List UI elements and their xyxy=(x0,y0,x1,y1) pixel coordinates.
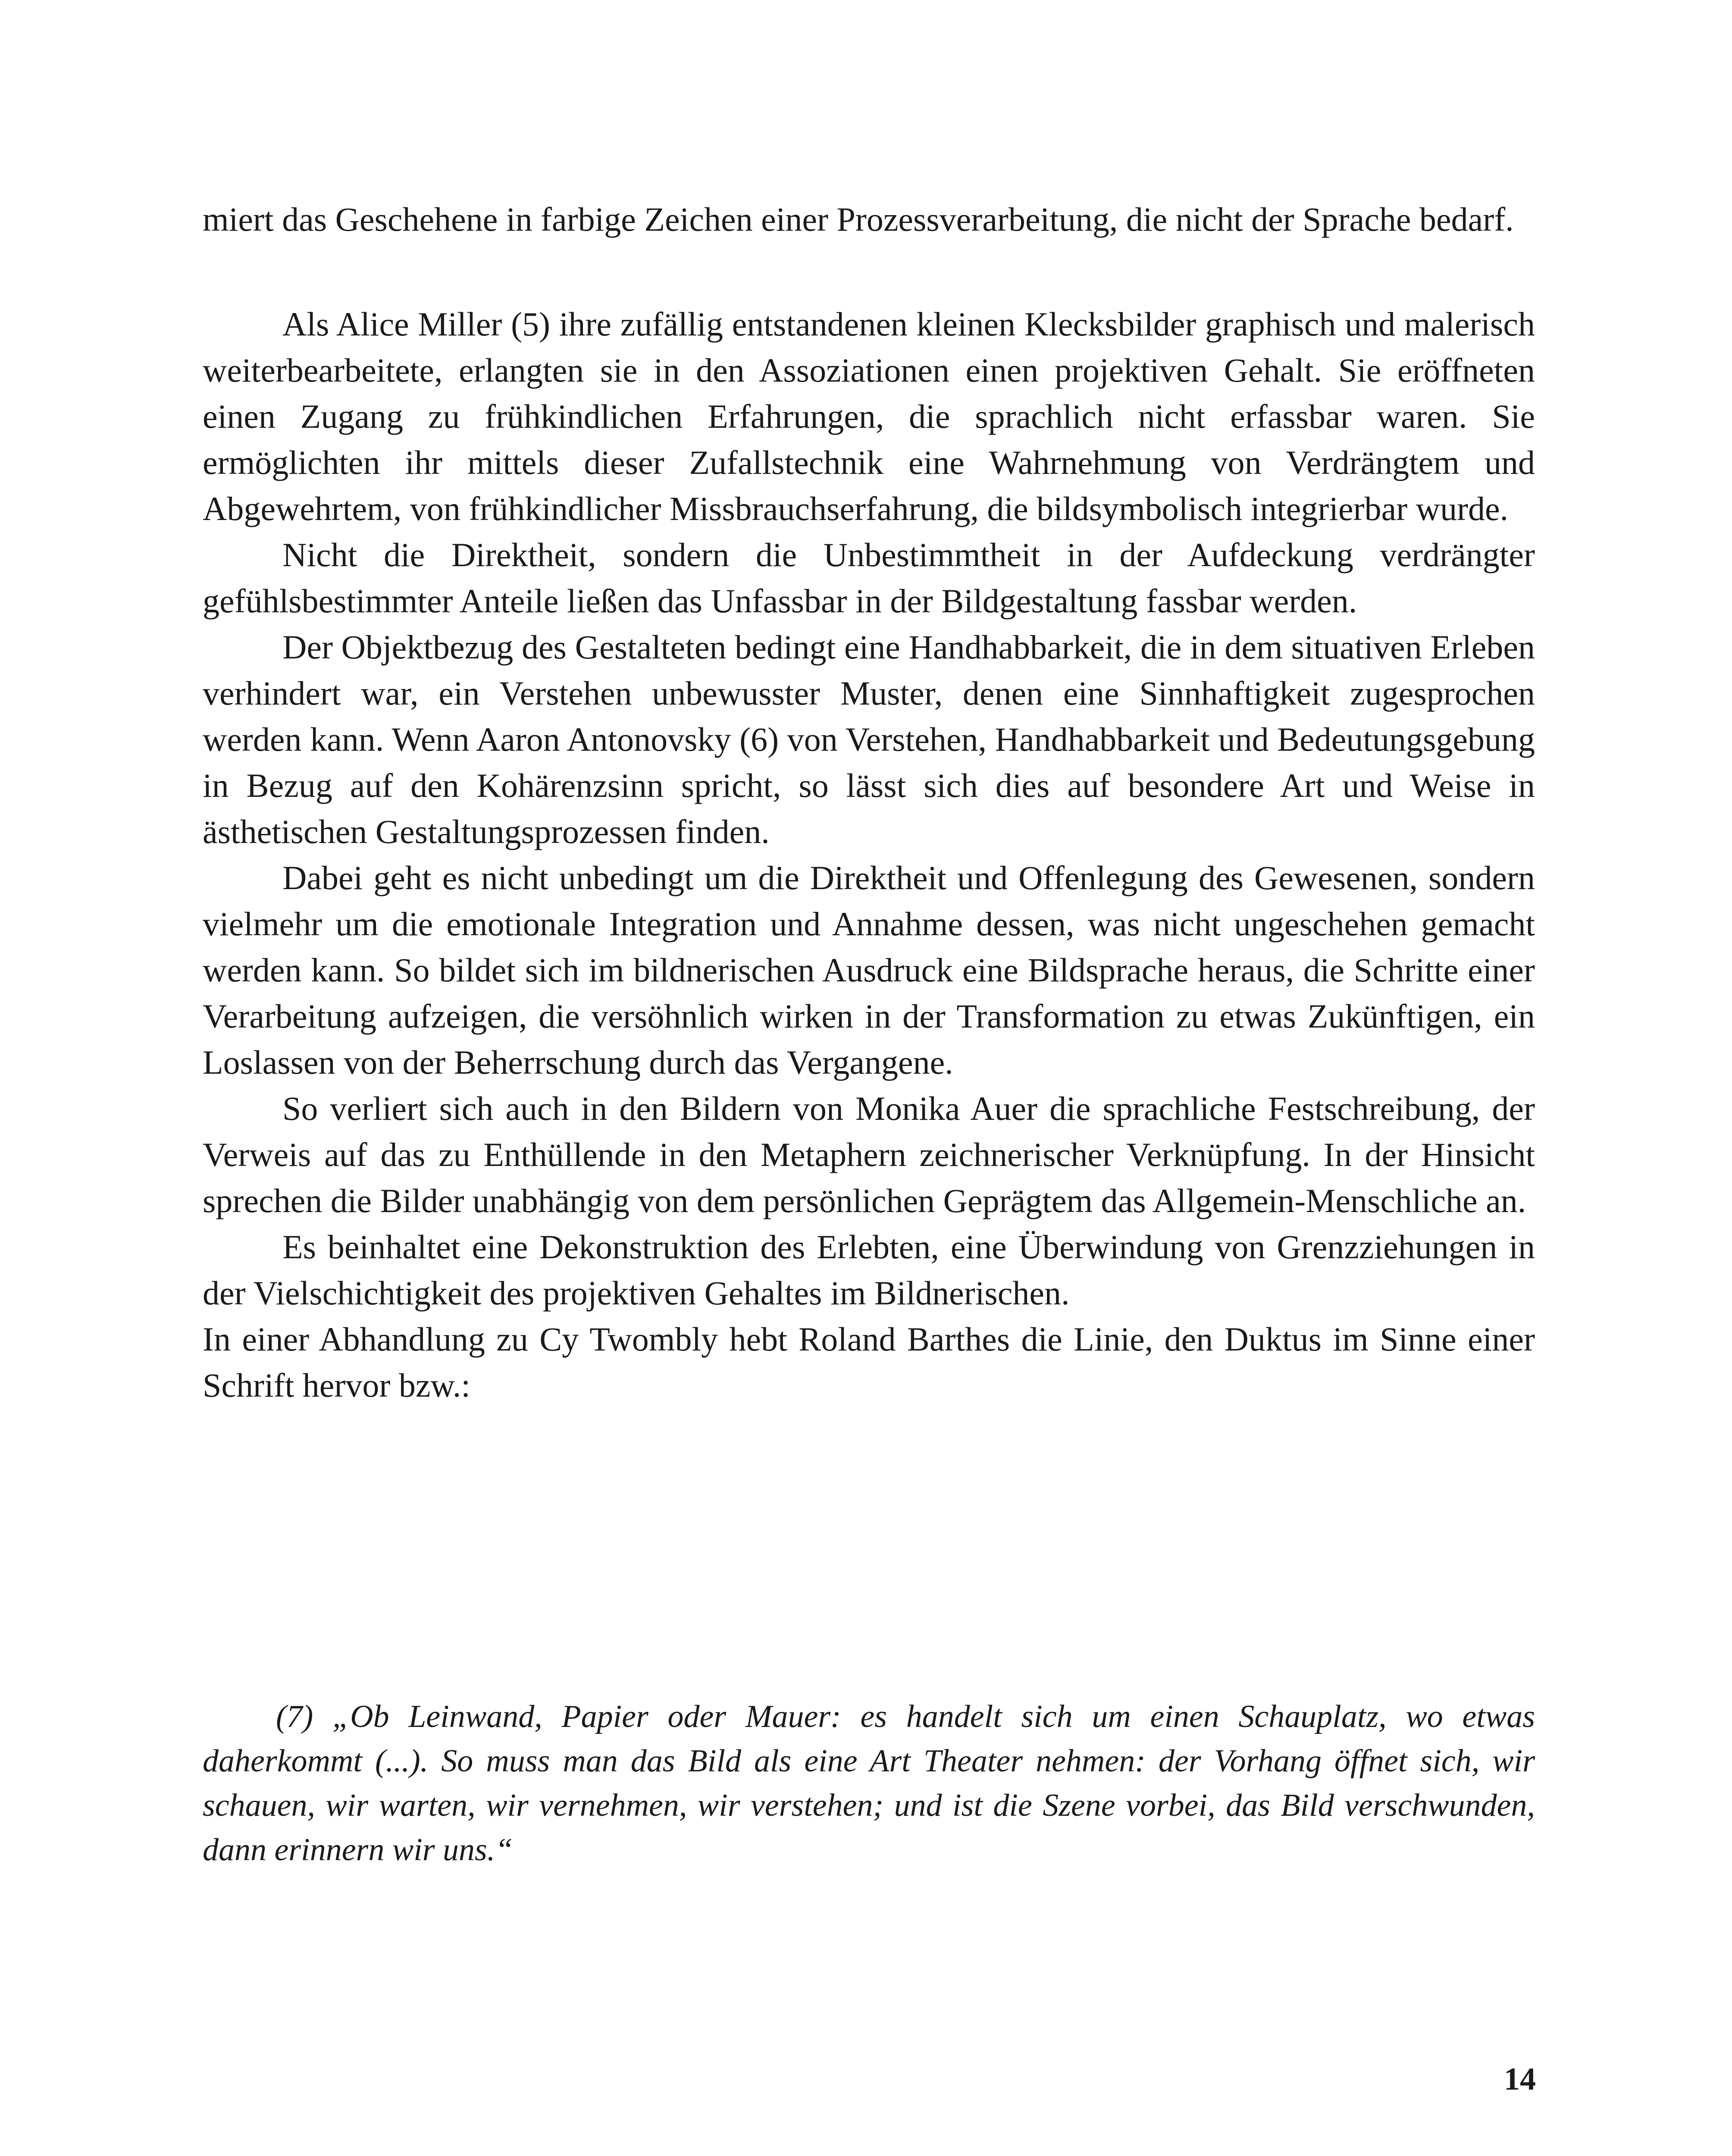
paragraph-monika-auer: So verliert sich auch in den Bildern von Monika Auer die sprachliche Festschreibung, der Verweis auf das zu Enthüllende in den Metaphern zeichnerischer Verknüpfung. In der Hinsicht sprechen die Bilder unabhängig von dem persönlichen Geprägtem das Allgemein-Menschliche an. xyxy=(203,1090,1535,1219)
block-quote: (7) „Ob Leinwand, Papier oder Mauer: es handelt sich um einen Schauplatz, wo etwas daherkommt (...). So muss man das Bild als eine Art Theater nehmen: der Vorhang öffnet sich, wir schauen, wir warten, wir vernehmen, wir verstehen; und ist die Szene vorbei, das Bild verschwunden, dann erinnern wir uns.“ xyxy=(203,1699,1535,1868)
paragraph-alice-miller: Als Alice Miller (5) ihre zufällig entstandenen kleinen Klecksbilder graphisch und malerisch weiterbearbeitete, erlangten sie in den Assoziationen einen projektiven Gehalt. Sie eröffneten einen Zugang zu frühkindlichen Erfahrungen, die sprachlich nicht erfassbar waren. Sie ermöglichten ihr mittels dieser Zufallstechnik eine Wahrnehmung von Verdrängtem und Abgewehrtem, von frühkindlicher Missbrauchserfahrung, die bildsymbolisch integrierbar wurde. xyxy=(203,305,1535,527)
body-text xyxy=(203,196,1535,1408)
paragraph-barthes: In einer Abhandlung zu Cy Twombly hebt Roland Barthes die Linie, den Duktus im Sinne einer Schrift hervor bzw.: xyxy=(203,1320,1535,1404)
paragraph-direktheit: Nicht die Direktheit, sondern die Unbestimmtheit in der Aufdeckung verdrängter gefühlsbestimmter Anteile ließen das Unfassbar in der Bildgestaltung fassbar werden. xyxy=(203,536,1535,620)
paragraph-objektbezug: Der Objektbezug des Gestalteten bedingt eine Handhabbarkeit, die in dem situativen Erleben verhindert war, ein Verstehen unbewusster Muster, denen eine Sinnhaftigkeit zugesprochen werden kann. Wenn Aaron Antonovsky (6) von Verstehen, Handhabbarkeit und Bedeutungsgebung in Bezug auf den Kohärenzsinn spricht, so lässt sich dies auf besondere Art und Weise in ästhetischen Gestaltungsprozessen finden. xyxy=(203,628,1535,850)
page-number: 14 xyxy=(1504,2062,1536,2097)
paragraph-dabei: Dabei geht es nicht unbedingt um die Direktheit und Offenlegung des Gewesenen, sondern vielmehr um die emotionale Integration und Annahme dessen, was nicht ungeschehen gemacht werden kann. So bildet sich im bildnerischen Ausdruck eine Bildsprache heraus, die Schritte einer Verarbeitung aufzeigen, die versöhnlich wirken in der Transformation zu etwas Zukünftigen, ein Loslassen von der Beherrschung durch das Vergangene. xyxy=(203,859,1535,1081)
paragraph-continuation: miert das Geschehene in farbige Zeichen einer Prozessverarbeitung, die nicht der Sprache bedarf. xyxy=(203,201,1514,238)
paragraph-dekonstruktion: Es beinhaltet eine Dekonstruktion des Erlebten, eine Überwindung von Grenzziehungen in der Vielschichtigkeit des projektiven Gehaltes im Bildnerischen. xyxy=(203,1228,1535,1312)
